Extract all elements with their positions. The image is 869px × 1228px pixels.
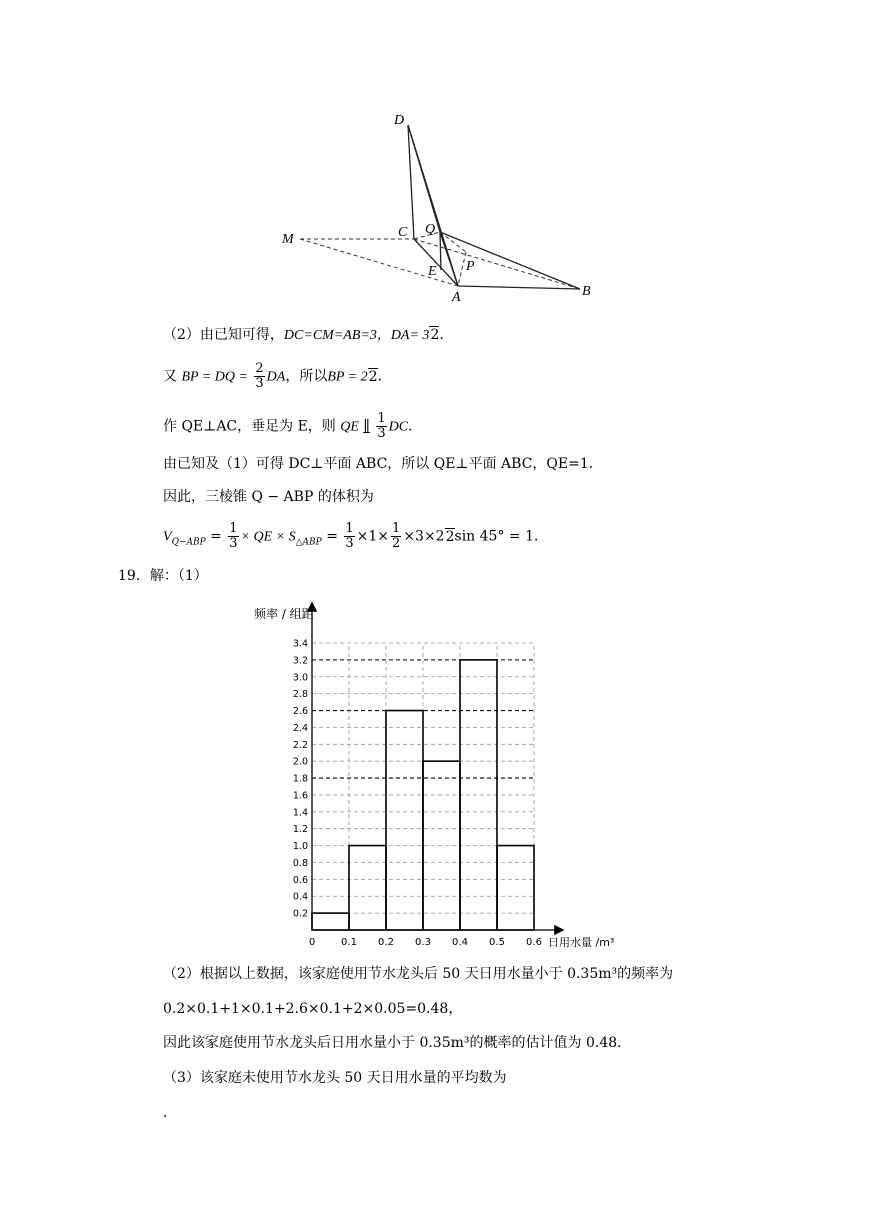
y-tick-label: 1.4 <box>292 807 308 819</box>
x-tick-label: 0.5 <box>489 937 505 948</box>
s18-intro: （2）由已知可得， <box>163 327 284 343</box>
vol-eq1: = <box>210 528 222 545</box>
y-tick-label: 2.6 <box>292 706 308 718</box>
label-P: P <box>466 259 475 274</box>
s18-so: ，所以 <box>285 368 328 385</box>
vol-s-sub: △ABP <box>295 537 322 548</box>
s18-given-sqrt: 2 <box>430 327 440 343</box>
vol-mid3: ×3×2 <box>403 528 445 545</box>
y-tick-label: 2.0 <box>292 756 308 768</box>
s18-dc: DC <box>388 419 409 435</box>
vol-tail: sin 45° = 1． <box>454 528 548 545</box>
y-tick-label: 0.2 <box>292 908 308 920</box>
frac-num: 1 <box>377 411 386 426</box>
x-tick-label: 0.6 <box>526 937 542 948</box>
y-tick-label: 1.0 <box>292 841 308 853</box>
y-axis-label: 频率 / 组距 <box>254 607 314 621</box>
x-tick-label: 0 <box>308 937 316 948</box>
histogram-bar <box>349 846 386 930</box>
s18-qe: QE <box>340 419 359 435</box>
label-E: E <box>428 264 437 279</box>
label-Q: Q <box>425 222 436 237</box>
label-A: A <box>452 290 461 305</box>
s18-bp-value: BP = 2 <box>327 369 368 385</box>
s18-bp-sqrt: 2 <box>368 368 378 385</box>
histogram-bar <box>497 846 534 930</box>
x-tick-label: 0.1 <box>341 937 357 948</box>
s18-given-eq: DC=CM=AB=3，DA= 3 <box>283 328 430 343</box>
vol-mid2: ×1× <box>356 528 390 545</box>
s19-part3-line1: （3）该家庭未使用节水龙头 50 天日用水量的平均数为 <box>163 1070 507 1086</box>
s18-given-end: ． <box>439 327 454 343</box>
label-M: M <box>282 232 294 247</box>
histogram-bar <box>460 660 497 930</box>
s18-bp-end: ． <box>377 368 392 385</box>
s18-qe-text: 作 QE⊥AC，垂足为 E，则 <box>163 418 336 435</box>
s19-part3-dot: ． <box>163 1105 177 1121</box>
x-tick-label: 0.2 <box>378 937 394 948</box>
s18-da: DA <box>266 369 286 385</box>
frac-den: 2 <box>392 536 401 551</box>
y-tick-label: 0.4 <box>292 891 308 903</box>
s19-part2-line3: 因此该家庭使用节水龙头后日用水量小于 0.35m³的概率的估计值为 0.48． <box>163 1035 632 1051</box>
vol-v-sub: Q−ABP <box>171 537 206 548</box>
s19-part2-line1: （2）根据以上数据，该家庭使用节水龙头后 50 天日用水量小于 0.35m³的频率为 <box>163 966 674 982</box>
y-tick-label: 0.6 <box>292 874 308 886</box>
x-tick-label: 0.4 <box>452 937 468 948</box>
vol-eq2: = <box>326 528 338 545</box>
s18-qe-end: ． <box>408 418 423 435</box>
s18-perpendicular-line: 由已知及（1）可得 DC⊥平面 ABC，所以 QE⊥平面 ABC，QE=1． <box>163 456 603 472</box>
frac-den: 3 <box>345 536 354 551</box>
vol-v: V <box>163 529 172 545</box>
s18-bp-lhs: BP = DQ = <box>181 369 248 385</box>
label-B: B <box>582 284 591 299</box>
x-tick-label: 0.3 <box>415 937 431 948</box>
frac-num: 2 <box>255 361 264 376</box>
frac-den: 3 <box>377 426 386 441</box>
s19-heading: 19．解：（1） <box>118 568 208 584</box>
y-tick-label: 1.6 <box>292 790 308 802</box>
vol-mid1: × QE × S <box>240 529 296 545</box>
label-D: D <box>394 113 405 128</box>
frac-num: 1 <box>392 521 401 536</box>
y-tick-label: 3.0 <box>292 672 308 684</box>
x-axis-label: 日用水量 /m³ <box>548 936 615 949</box>
histogram-bar <box>312 913 349 930</box>
frac-num: 1 <box>229 521 238 536</box>
y-tick-label: 2.4 <box>292 722 308 734</box>
label-C: C <box>398 225 408 240</box>
s18-volume-intro: 因此，三棱锥 Q − ABP 的体积为 <box>163 489 374 505</box>
y-tick-label: 1.8 <box>292 773 308 785</box>
histogram-bar <box>386 711 423 930</box>
vol-sqrt: 2 <box>445 528 455 545</box>
frac-den: 3 <box>229 536 238 551</box>
parallel-equal-symbol: ∥ <box>363 418 370 435</box>
y-tick-label: 1.2 <box>292 824 308 836</box>
s18-you: 又 <box>163 368 177 385</box>
y-tick-label: 2.2 <box>292 739 308 751</box>
frac-num: 1 <box>345 521 354 536</box>
frac-den: 3 <box>255 376 264 391</box>
s19-part2-line2: 0.2×0.1+1×0.1+2.6×0.1+2×0.05=0.48， <box>163 1001 463 1017</box>
y-tick-label: 3.2 <box>292 655 308 667</box>
y-tick-label: 2.8 <box>292 689 308 701</box>
y-tick-label: 3.4 <box>292 638 308 650</box>
y-tick-label: 0.8 <box>292 857 308 869</box>
